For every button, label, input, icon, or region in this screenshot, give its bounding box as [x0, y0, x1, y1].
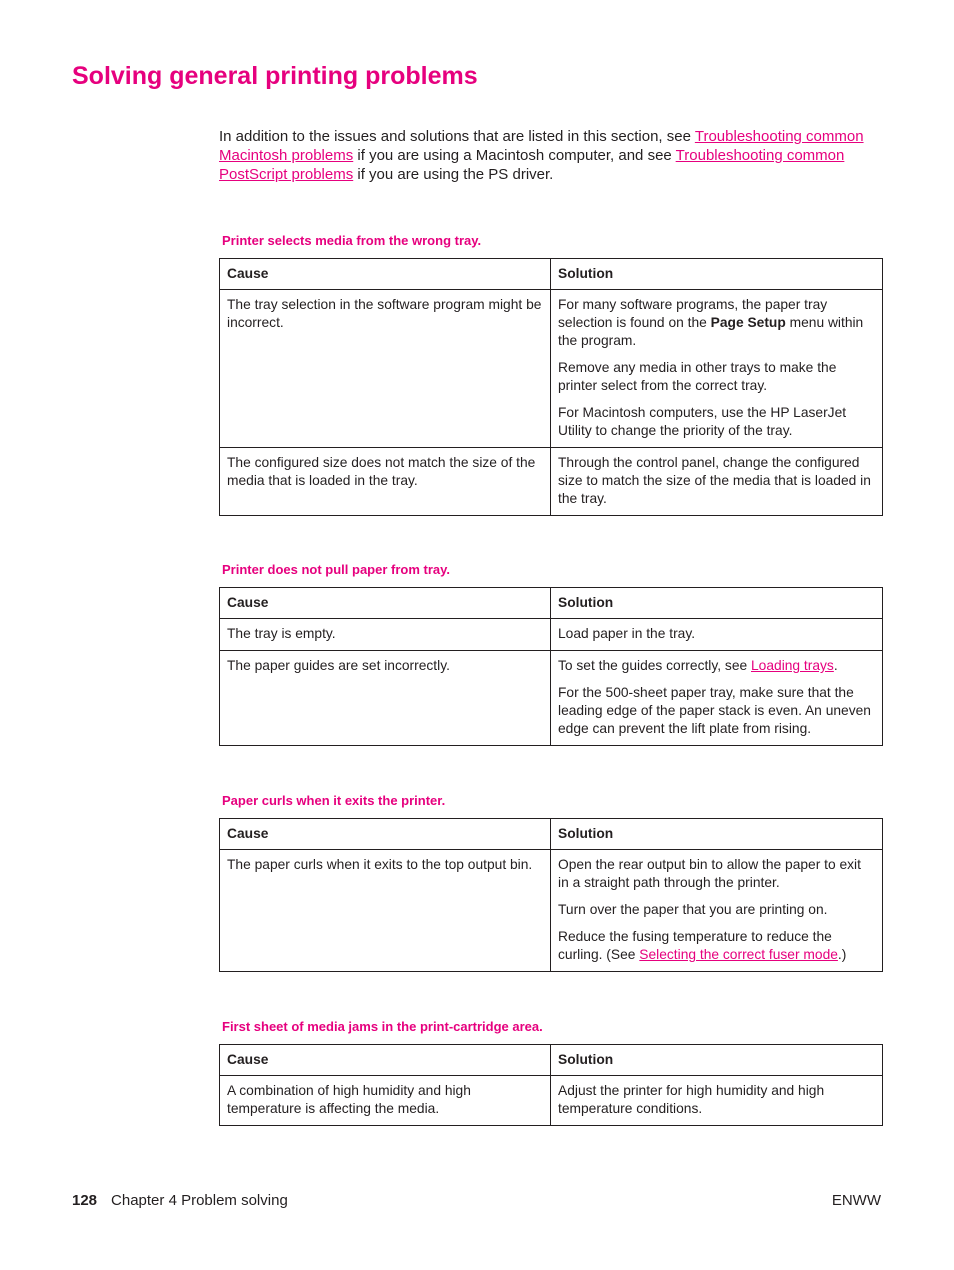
cause-header: Cause	[220, 259, 551, 290]
solution-cell	[551, 850, 883, 972]
footer-left	[72, 1192, 288, 1209]
page-title: Solving general printing problems	[72, 62, 478, 90]
cause-header: Cause	[220, 1045, 551, 1076]
section-heading-paper-curls: Paper curls when it exits the printer.	[222, 793, 446, 808]
intro-text-3: if you are using the PS driver.	[353, 166, 554, 183]
cause-text: The paper curls when it exits to the top output bin.	[227, 857, 533, 872]
page-setup-menu-name: Page Setup	[710, 315, 786, 330]
no-pull-table	[219, 587, 883, 746]
cause-cell	[220, 619, 551, 651]
cause-header: Cause	[220, 588, 551, 619]
cause-text: The tray is empty.	[227, 626, 336, 641]
cause-cell	[220, 1076, 551, 1126]
solution-text: For Macintosh computers, use the HP LaserJet Utility to change the priority of the tray.	[558, 405, 847, 438]
solution-cell	[551, 619, 883, 651]
footer-right: ENWW	[831, 1192, 881, 1209]
solution-header: Solution	[551, 819, 883, 850]
solution-header: Solution	[551, 259, 883, 290]
table-header-row	[220, 588, 883, 619]
cause-text: A combination of high humidity and high temperature is affecting the media.	[227, 1083, 471, 1116]
solution-text: Adjust the printer for high humidity and high temperature conditions.	[558, 1083, 825, 1116]
chapter-label: Chapter 4 Problem solving	[111, 1192, 288, 1209]
paper-curls-table	[219, 818, 883, 972]
wrong-tray-table	[219, 258, 883, 516]
cause-cell	[220, 290, 551, 448]
solution-header: Solution	[551, 1045, 883, 1076]
solution-text	[558, 928, 875, 964]
table-row	[220, 448, 883, 516]
solution-text-part: Reduce the fusing temperature to reduce the curling. (See	[558, 929, 832, 962]
loading-trays-link[interactable]: Loading trays	[751, 658, 834, 673]
table-row	[220, 290, 883, 448]
solution-text: Load paper in the tray.	[558, 626, 696, 641]
cause-cell	[220, 850, 551, 972]
table-header-row	[220, 1045, 883, 1076]
solution-text-part: menu within the program.	[558, 315, 864, 348]
first-sheet-jams-table	[219, 1044, 883, 1126]
cause-text: The configured size does not match the size of the media that is loaded in the tray.	[227, 455, 536, 488]
cause-header: Cause	[220, 819, 551, 850]
solution-text-part: .)	[837, 947, 847, 962]
table-row	[220, 850, 883, 972]
solution-text: Open the rear output bin to allow the paper to exit in a straight path through the printer.	[558, 857, 861, 890]
intro-text-1: In addition to the issues and solutions that are listed in this section, see	[219, 128, 695, 145]
solution-text: Through the control panel, change the configured size to match the size of the media that is loaded in the tray.	[558, 455, 871, 506]
cause-text: The paper guides are set incorrectly.	[227, 658, 450, 673]
cause-cell	[220, 651, 551, 746]
cause-cell	[220, 448, 551, 516]
table-row	[220, 619, 883, 651]
solution-cell	[551, 448, 883, 516]
section-heading-first-sheet-jams: First sheet of media jams in the print-cartridge area.	[222, 1019, 543, 1034]
section-heading-no-pull: Printer does not pull paper from tray.	[222, 562, 451, 577]
solution-cell	[551, 290, 883, 448]
table-row	[220, 651, 883, 746]
solution-text-part: .	[833, 658, 838, 673]
intro-paragraph	[219, 127, 879, 184]
solution-text	[558, 657, 875, 675]
solution-text-part: For many software programs, the paper tray selection is found on the	[558, 297, 828, 330]
solution-cell	[551, 651, 883, 746]
cause-text: The tray selection in the software program might be incorrect.	[227, 297, 542, 330]
table-row	[220, 1076, 883, 1126]
fuser-mode-link[interactable]: Selecting the correct fuser mode	[639, 947, 838, 962]
intro-text-2: if you are using a Macintosh computer, and see	[353, 147, 676, 164]
macintosh-troubleshooting-link[interactable]: Troubleshooting common Macintosh problems	[219, 128, 864, 164]
solution-text: For the 500-sheet paper tray, make sure that the leading edge of the paper stack is even. An uneven edge can prevent the lift plate from rising.	[558, 685, 871, 736]
solution-text: Turn over the paper that you are printing on.	[558, 902, 828, 917]
solution-header: Solution	[551, 588, 883, 619]
solution-cell	[551, 1076, 883, 1126]
solution-text	[558, 296, 875, 350]
postscript-troubleshooting-link[interactable]: Troubleshooting common PostScript problems	[219, 147, 845, 183]
solution-text-part: To set the guides correctly, see	[558, 658, 751, 673]
solution-text: Remove any media in other trays to make the printer select from the correct tray.	[558, 360, 837, 393]
table-header-row	[220, 259, 883, 290]
section-heading-wrong-tray: Printer selects media from the wrong tray.	[222, 233, 482, 248]
page-number: 128	[72, 1192, 98, 1209]
table-header-row	[220, 819, 883, 850]
